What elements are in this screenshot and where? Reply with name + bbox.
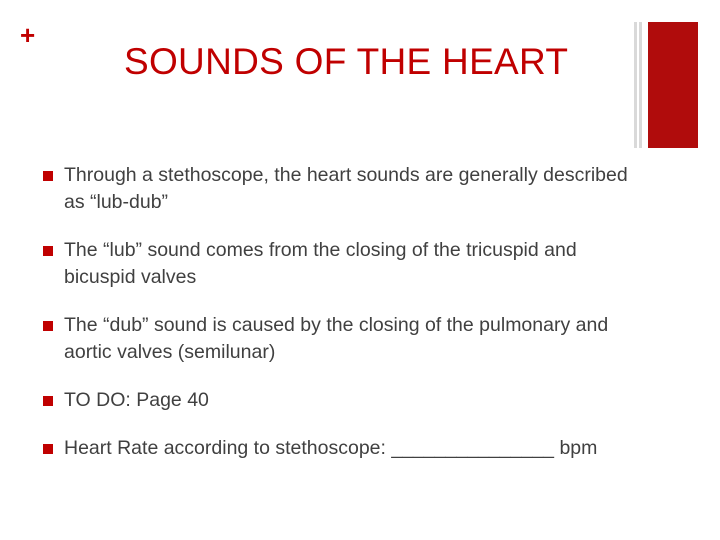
square-bullet-icon — [43, 171, 53, 181]
square-bullet-icon — [43, 321, 53, 331]
bullet-text: The “lub” sound comes from the closing of the tricuspid and bicuspid valves — [64, 239, 577, 288]
bullet-text: The “dub” sound is caused by the closing of the pulmonary and aortic valves (semilunar) — [64, 314, 609, 363]
square-bullet-icon — [43, 246, 53, 256]
square-bullet-icon — [43, 396, 53, 406]
bullet-item-lub-sound — [40, 237, 630, 291]
bullet-text: TO DO: Page 40 — [64, 389, 209, 411]
decorative-divider-lines — [634, 22, 642, 148]
bullet-list — [40, 162, 630, 462]
bullet-text: Heart Rate according to stethoscope: _______________ bpm — [64, 437, 598, 459]
slide-title: SOUNDS OF THE HEART — [124, 41, 569, 82]
bullet-item-to-do — [40, 387, 630, 414]
bullet-item-heart-rate — [40, 435, 630, 462]
plus-mark: + — [20, 20, 36, 50]
bullet-text: Through a stethoscope, the heart sounds are generally described as “lub-dub” — [64, 164, 628, 213]
decorative-accent-bar — [648, 22, 698, 148]
bullet-item-lub-dub — [40, 162, 630, 216]
square-bullet-icon — [43, 444, 53, 454]
bullet-item-dub-sound — [40, 312, 630, 366]
